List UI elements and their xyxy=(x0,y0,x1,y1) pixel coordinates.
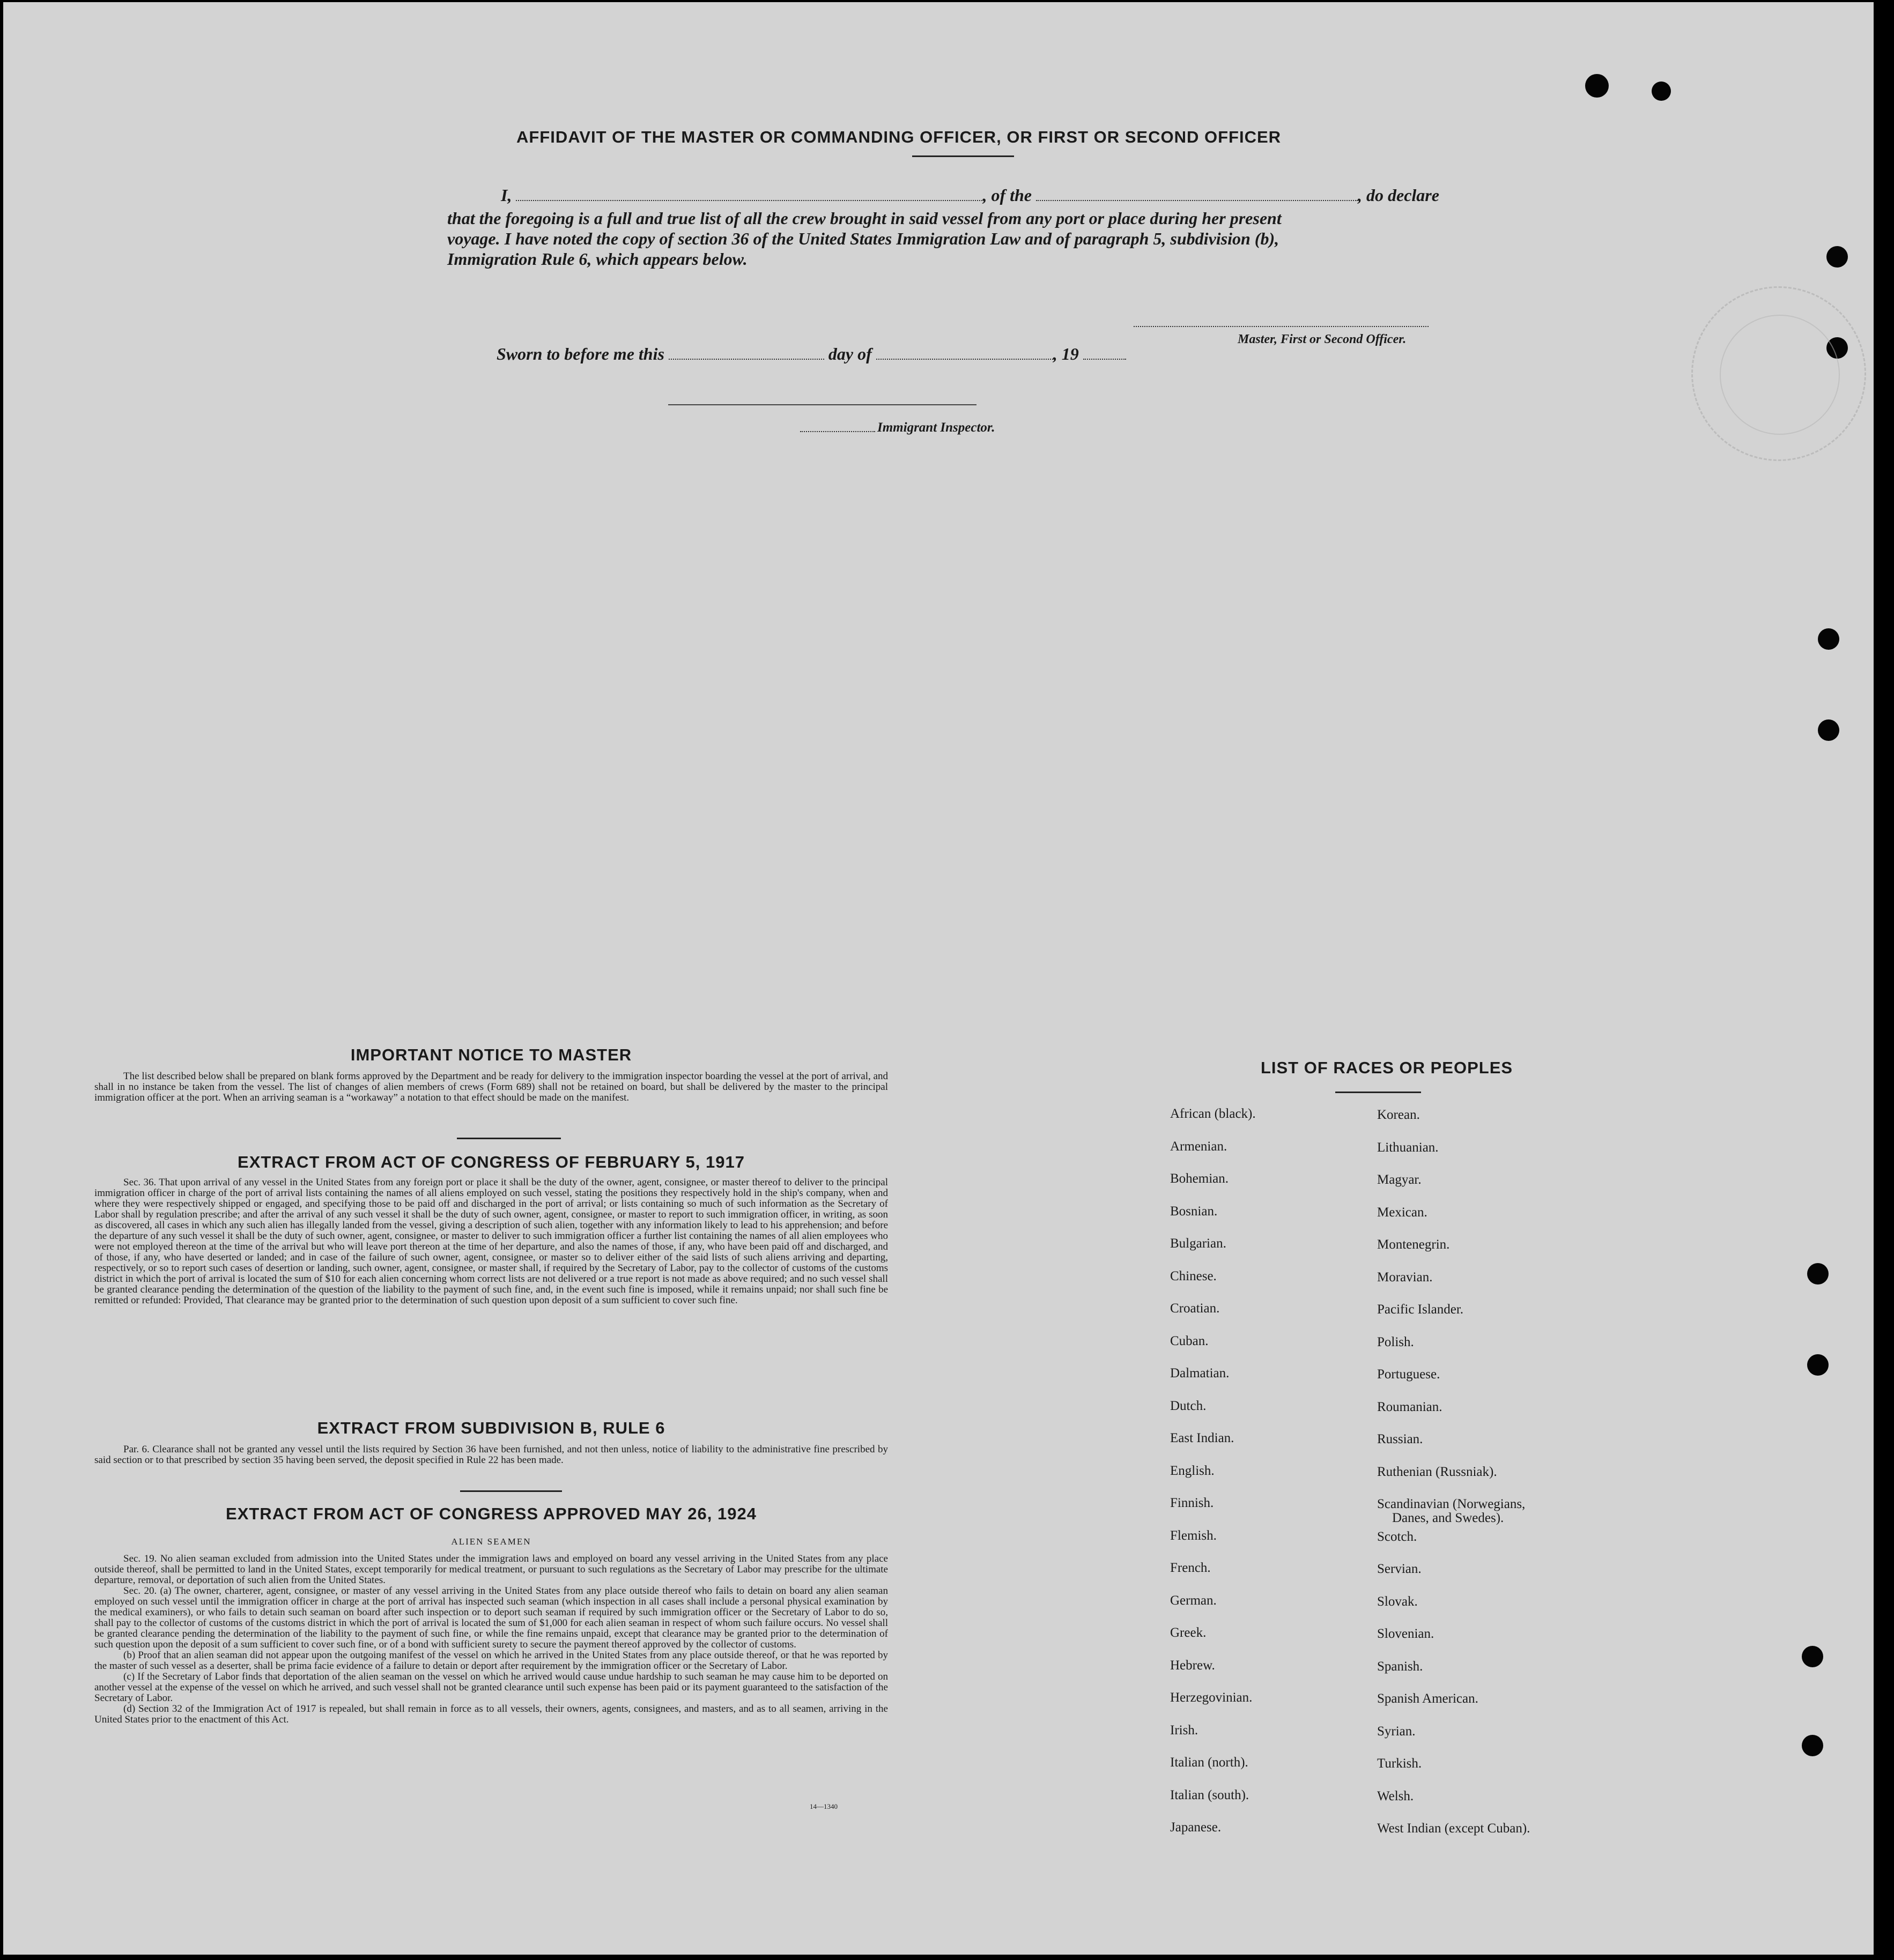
affidavit-body xyxy=(447,208,1282,269)
day-blank xyxy=(669,346,824,360)
punch-hole xyxy=(1802,1646,1823,1667)
race-item: Servian. xyxy=(1377,1562,1422,1576)
document-page xyxy=(3,2,1874,1955)
punch-hole xyxy=(1652,81,1671,101)
form-number: 14—1340 xyxy=(810,1802,838,1810)
sworn-label: Sworn to before me this xyxy=(497,344,664,363)
race-item: Dalmatian. xyxy=(1170,1366,1230,1380)
race-item: German. xyxy=(1170,1593,1217,1608)
do-declare-label: , do declare xyxy=(1358,185,1439,205)
embossed-seal xyxy=(1691,286,1866,461)
extract-1924-body xyxy=(94,1554,888,1725)
race-item: Mexican. xyxy=(1377,1205,1427,1220)
punch-hole xyxy=(1807,1354,1829,1376)
sec-20d-paragraph: (d) Section 32 of the Immigration Act of 1917 is repealed, but shall remain in force as to all vessels, their owners, agents, consignees, and masters, and as to all seamen, arriving in the United States prior to the enactment of this Act. xyxy=(94,1703,888,1725)
race-item: Spanish American. xyxy=(1377,1691,1478,1706)
race-item: Slovak. xyxy=(1377,1594,1418,1609)
inspector-signature-label: Immigrant Inspector. xyxy=(877,420,995,435)
extract-rule6-title: EXTRACT FROM SUBDIVISION B, RULE 6 xyxy=(317,1419,665,1437)
notice-title: IMPORTANT NOTICE TO MASTER xyxy=(350,1045,632,1064)
declaration-line xyxy=(501,185,1439,205)
race-item: Italian (south). xyxy=(1170,1787,1249,1802)
extract-1917-body: Sec. 36. That upon arrival of any vessel in the United States from any foreign port or place it shall be the duty of the owner, agent, consignee, or master thereof to deliver to the principal immigration officer in charge of the port of arrival lists containing the names of all aliens employed on such vessel, stating the positions they respectively hold in the ship's company, when and where they were respectively shipped or engaged, and specifying those to be paid off and discharged in the port of arrival; or lists containing so much of such information as the Secretary of Labor shall by regulation prescribe; and after the arrival of any such vessel it shall be the duty of such owner, agent, consignee, or master to report to such immigration officer, in writing, as soon as discovered, all cases in which any such alien has illegally landed from the vessel, giving a description of such alien, together with any information likely to lead to his apprehension; and before the departure of any such vessel it shall be the duty of such owner, agent, consignee, or master to deliver to such immigration officer a further list containing the names of all alien employees who were not employed thereon at the time of the arrival but who will leave port thereon at the time of her departure, and also the names of those, if any, who have been paid off and discharged, and of those, if any, who have deserted or landed; and in case of the failure of such owner, agent, consignee, or master so to deliver either of the said lists of such aliens arriving and departing, respectively, or so to report such cases of desertion or landing, such owner, agent, consignee, or master shall, if required by the Secretary of Labor, pay to the collector of customs of the customs district in which the port of arrival is located the sum of $10 for each alien concerning whom correct lists are not delivered or a true report is not made as above required; and no such vessel shall be granted clearance pending the determination of the question of the liability to the payment of such fine, and, in the event such fine is imposed, while it remains unpaid; nor shall such fine be remitted or refunded: Provided, That clearance may be granted prior to the determination of such question upon deposit of a sum sufficient to cover such fine. xyxy=(94,1177,888,1306)
race-item: Moravian. xyxy=(1377,1269,1433,1285)
vessel-blank xyxy=(1036,187,1358,201)
race-item: Bulgarian. xyxy=(1170,1236,1226,1251)
race-item: Dutch. xyxy=(1170,1398,1207,1413)
year-blank xyxy=(1083,346,1126,360)
race-item: Hebrew. xyxy=(1170,1658,1215,1673)
extract-rule6-body: Par. 6. Clearance shall not be granted any vessel until the lists required by Section 36 have been furnished, and not then unless, notice of liability to the administrative fine prescribed by said section or to that prescribed by section 35 having been served, the deposit specified in Rule 22 has been made. xyxy=(94,1444,888,1466)
alien-seamen-subtitle: ALIEN SEAMEN xyxy=(451,1536,531,1547)
race-item: Flemish. xyxy=(1170,1528,1217,1543)
race-item: Portuguese. xyxy=(1377,1367,1440,1382)
race-item: Greek. xyxy=(1170,1625,1207,1640)
race-item: Scotch. xyxy=(1377,1529,1417,1544)
race-item: Polish. xyxy=(1377,1334,1414,1349)
of-the-label: , of the xyxy=(982,185,1032,205)
affidavit-title: AFFIDAVIT OF THE MASTER OR COMMANDING OFFICER, OR FIRST OR SECOND OFFICER xyxy=(516,128,1282,146)
race-item: West Indian (except Cuban). xyxy=(1377,1821,1530,1836)
master-signature-label: Master, First or Second Officer. xyxy=(1238,332,1407,346)
inspector-dotted-line xyxy=(800,431,875,432)
section-rule xyxy=(460,1490,562,1492)
race-item: Cuban. xyxy=(1170,1333,1209,1348)
notice-body: The list described below shall be prepared on blank forms approved by the Department and be ready for delivery to the immigration inspector boarding the vessel at the port of arrival, and shall in no instance be taken from the vessel. The list of changes of alien members of crews (Form 689) shall not be retained on board, but shall be delivered by the master to the principal immigration officer at the port. When an arriving seaman is a “workaway” a notation to that effect should be made on the manifest. xyxy=(94,1071,888,1103)
race-item: Japanese. xyxy=(1170,1820,1222,1835)
race-item: Montenegrin. xyxy=(1377,1237,1450,1252)
races-title: LIST OF RACES OR PEOPLES xyxy=(1260,1058,1513,1077)
race-item: Roumanian. xyxy=(1377,1399,1442,1414)
race-item: Lithuanian. xyxy=(1377,1140,1439,1155)
sec-19-paragraph: Sec. 19. No alien seaman excluded from admission into the United States under the immigration laws and employed on board any vessel arriving in the United States from any place outside thereof, shall be permitted to land in the United States, except temporarily for medical treatment, or pursuant to such regulations as the Secretary of Labor may prescribe for the ultimate departure, removal, or deportation of such alien from the United States. xyxy=(94,1553,888,1586)
race-item: Danes, and Swedes). xyxy=(1392,1511,1504,1525)
race-item: English. xyxy=(1170,1463,1215,1478)
race-item: Slovenian. xyxy=(1377,1627,1434,1641)
affidavit-body-line: Immigration Rule 6, which appears below. xyxy=(447,249,748,269)
day-of-label: day of xyxy=(828,344,872,363)
sworn-line xyxy=(497,344,1126,364)
race-item: Spanish. xyxy=(1377,1659,1423,1674)
extract-1917-title: EXTRACT FROM ACT OF CONGRESS OF FEBRUARY 5, 1917 xyxy=(238,1153,745,1171)
race-item: Herzegovinian. xyxy=(1170,1690,1253,1705)
punch-hole xyxy=(1818,628,1839,650)
extract-1924-title: EXTRACT FROM ACT OF CONGRESS APPROVED MAY 26, 1924 xyxy=(226,1504,757,1523)
inspector-signature-line xyxy=(668,404,976,405)
race-item: Croatian. xyxy=(1170,1301,1220,1316)
section-rule xyxy=(457,1138,561,1139)
punch-hole xyxy=(1585,74,1609,98)
punch-hole xyxy=(1807,1263,1829,1285)
races-title-rule xyxy=(1335,1092,1421,1093)
master-signature-line xyxy=(1134,326,1429,327)
i-label: I, xyxy=(501,185,512,205)
race-item: Russian. xyxy=(1377,1432,1423,1446)
race-item: French. xyxy=(1170,1561,1211,1575)
name-blank xyxy=(516,187,982,201)
affidavit-body-line: voyage. I have noted the copy of section 36 of the United States Immigration Law and of paragraph 5, subdivision (b), xyxy=(447,229,1279,248)
race-item: Italian (north). xyxy=(1170,1755,1248,1770)
race-item: Welsh. xyxy=(1377,1788,1414,1803)
race-item: Scandinavian (Norwegians, xyxy=(1377,1497,1526,1511)
race-item: Armenian. xyxy=(1170,1139,1227,1154)
title-rule xyxy=(912,155,1014,157)
race-item: Syrian. xyxy=(1377,1724,1416,1739)
punch-hole xyxy=(1802,1735,1823,1756)
race-item: Bohemian. xyxy=(1170,1171,1229,1186)
month-blank xyxy=(876,346,1053,360)
sec-20b-paragraph: (b) Proof that an alien seaman did not appear upon the outgoing manifest of the vessel on which he arrived in the United States from any place outside thereof, or that he was reported by the master of such vessel as a deserter, shall be prima facie evidence of a failure to detain or deport after requirement by the immigration officer or the Secretary of Labor. xyxy=(94,1650,888,1672)
race-item: East Indian. xyxy=(1170,1431,1234,1445)
race-item: Pacific Islander. xyxy=(1377,1302,1464,1317)
sec-20a-paragraph: Sec. 20. (a) The owner, charterer, agent, consignee, or master of any vessel arriving in the United States from any place outside thereof who fails to detain on board any alien seaman employed on such vessel until the immigration officer in charge at the port of arrival has inspected such seaman (which inspection in all cases shall include a personal physical examination by the medical examiners), or who fails to detain such seaman on board after such inspection or to deport such seaman if required by such immigration officer or the Secretary of Labor to do so, shall pay to the collector of customs of the customs district in which the port of arrival is located the sum of $1,000 for each alien seaman in respect of whom such failure occurs. No vessel shall be granted clearance pending the determination of the liability to the payment of such fine, or while the fine remains unpaid, except that clearance may be granted prior to the determination of such question upon the deposit of a sum sufficient to cover such fine, or of a bond with sufficient surety to secure the payment thereof approved by the collector of customs. xyxy=(94,1585,888,1650)
race-item: Magyar. xyxy=(1377,1172,1422,1187)
affidavit-body-line: that the foregoing is a full and true list of all the crew brought in said vessel from any port or place during her present xyxy=(447,209,1282,228)
race-item: African (black). xyxy=(1170,1107,1256,1121)
race-item: Turkish. xyxy=(1377,1756,1422,1771)
race-item: Ruthenian (Russniak). xyxy=(1377,1464,1497,1479)
sec-20c-paragraph: (c) If the Secretary of Labor finds that deportation of the alien seaman on the vessel on which he arrived would cause undue hardship to such seaman he may cause him to be deported on another vessel at the expense of the vessel on which he arrived, and such vessel shall not be granted clearance until such expense has been paid or its payment guaranteed to the satisfaction of the Secretary of Labor. xyxy=(94,1671,888,1704)
punch-hole xyxy=(1818,719,1839,741)
race-item: Finnish. xyxy=(1170,1496,1214,1510)
punch-hole xyxy=(1826,246,1848,268)
race-item: Irish. xyxy=(1170,1723,1198,1738)
year-label: , 19 xyxy=(1053,344,1079,363)
race-item: Bosnian. xyxy=(1170,1204,1218,1219)
race-item: Chinese. xyxy=(1170,1268,1217,1283)
race-item: Korean. xyxy=(1377,1108,1420,1122)
